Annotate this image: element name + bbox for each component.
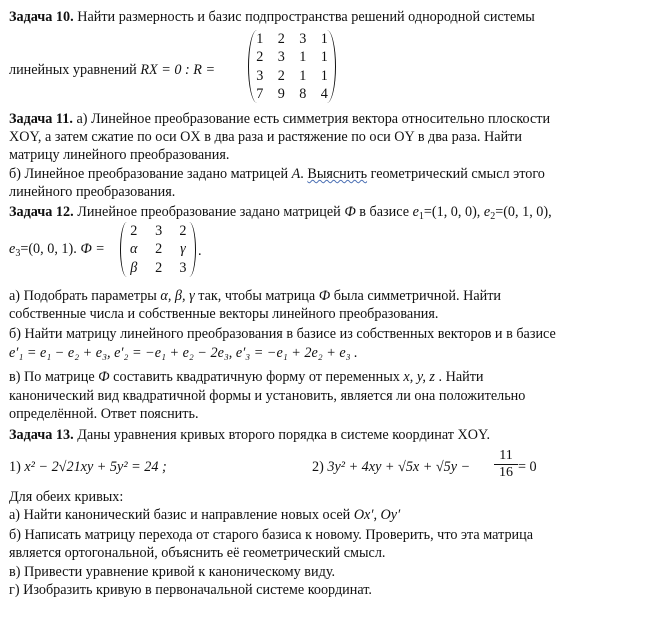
task12-a-line1 [9, 287, 501, 305]
r-cell: 1 [299, 67, 307, 84]
basis-e2: e [483, 204, 491, 220]
r-cell: 3 [299, 31, 307, 48]
phi-cell: 2 [179, 223, 187, 240]
phi-cell: 3 [155, 223, 163, 240]
basis-e1-index: 1 [418, 211, 424, 222]
basis-e3: e [9, 241, 16, 257]
phi-cell: 2 [130, 223, 138, 240]
r-cell: 1 [320, 49, 328, 66]
phi-cell: 2 [155, 241, 163, 258]
task13-a-text: а) Найти канонический базис и направление новых осей [9, 507, 354, 523]
eq2-number: 2) [312, 459, 328, 475]
new-axes: Ox′, Oy′ [353, 507, 401, 523]
eq1-formula: x² − 2√21xy + 5y² = 24 ; [24, 459, 167, 475]
eq2-rhs: = 0 [518, 459, 537, 475]
r-cell: 9 [277, 86, 285, 103]
task12-c-line2: канонический вид квадратичной формы и установить, является ли она положительно [9, 388, 526, 404]
task12-label: Задача 12. [9, 204, 74, 220]
phi-symbol: Ф [98, 369, 110, 385]
basis-e1-value: =(1, 0, 0), [423, 204, 484, 220]
task12-c-text3: . Найти [434, 369, 484, 385]
basis-e2-index: 2 [490, 211, 496, 222]
r-cell: 7 [256, 86, 264, 103]
task13-b-line2: является ортогональной, объяснить её геометрический смысл. [9, 545, 386, 561]
fraction-denominator: 16 [499, 465, 513, 480]
task12-a-text: а) Подобрать параметры [9, 288, 161, 304]
task11-label: Задача 11. [9, 111, 73, 127]
fraction-numerator: 11 [494, 448, 518, 465]
r-cell: 1 [320, 67, 328, 84]
phi-cell: γ [180, 241, 186, 258]
task11-text1: а) Линейное преобразование есть симметрия вектора относительно плоскости [72, 111, 551, 127]
phi-cell: α [130, 241, 138, 258]
r-cell: 1 [299, 49, 307, 66]
task12-c-text2: составить квадратичную форму от переменных [109, 369, 404, 385]
task10-label: Задача 10. [9, 9, 74, 25]
phi-cell: 2 [155, 259, 163, 276]
phi-symbol: Ф [344, 204, 356, 220]
task12-text1b: в базисе [355, 204, 413, 220]
task13-both: Для обеих кривых: [9, 489, 124, 505]
r-cell: 8 [299, 86, 307, 103]
r-cell: 1 [256, 31, 264, 48]
task13-text1: Даны уравнения кривых второго порядка в системе координат XOY. [73, 427, 490, 443]
curve-equation-1 [9, 458, 167, 476]
task13-c: в) Привести уравнение кривой к каноническому виду. [9, 564, 336, 580]
r-cell: 1 [320, 31, 328, 48]
curve-equation-2 [312, 458, 470, 476]
params: α, β, γ [160, 288, 195, 304]
r-cell: 2 [256, 49, 264, 66]
task12-a-line2: собственные числа и собственные векторы линейного преобразования. [9, 306, 439, 322]
matrix-A-symbol: A [291, 166, 301, 182]
task13-label: Задача 13. [9, 427, 74, 443]
task12-b-formula: e′₁ = e₁ − e₂ + e₃, e′₂ = −e₁ + e₂ − 2e₃, e′₃ = −e₁ + 2e₂ + e₃ . [9, 345, 358, 361]
eq1-number: 1) [9, 459, 25, 475]
task11-line4 [9, 165, 545, 183]
r-cell: 2 [277, 67, 285, 84]
task12-matrix-phi [120, 222, 196, 277]
basis-e3-index: 3 [15, 248, 21, 259]
task13-b-line1: б) Написать матрицу перехода от старого базиса к новому. Проверить, что эта матрица [9, 527, 534, 543]
task12-b-line1: б) Найти матрицу линейного преобразования в базисе из собственных векторов и в базисе [9, 326, 556, 342]
task10-text1: Найти размерность и базис подпространства решений однородной системы [73, 9, 535, 25]
fraction-11-16 [494, 448, 518, 481]
basis-e2-value: =(0, 1, 0), [495, 204, 552, 220]
phi-cell: 3 [179, 259, 187, 276]
task10-text2: линейных уравнений [9, 62, 141, 78]
task11-text4c: . [300, 166, 308, 182]
task12-line1 [9, 203, 552, 221]
task11-line1 [9, 110, 550, 128]
eq2-formula: 3y² + 4xy + √5x + √5y − [327, 459, 471, 475]
task11-text4a: б) Линейное преобразование задано матрицей [9, 166, 292, 182]
phi-equation: Ф = [80, 241, 105, 257]
task12-c-line3: определённой. Ответ пояснить. [9, 406, 199, 422]
task12-line2 [9, 240, 105, 258]
variables: x, y, z [403, 369, 435, 385]
task11-line3: матрицу линейного преобразования. [9, 147, 230, 163]
task11-line5: линейного преобразования. [9, 184, 176, 200]
task13-d: г) Изобразить кривую в первоначальной системе координат. [9, 582, 372, 598]
r-cell: 3 [256, 67, 264, 84]
phi-symbol: Ф [318, 288, 331, 304]
basis-e3-value: =(0, 0, 1). [20, 241, 81, 257]
task11-text4e: геометрический смысл этого [367, 166, 545, 182]
r-cell: 2 [277, 31, 285, 48]
basis-e1: e [412, 204, 419, 220]
task13-line1 [9, 426, 490, 444]
task10-line2 [9, 61, 215, 79]
task11-line2: XOY, а затем сжатие по оси OX в два раза и растяжение по оси OY в два раза. Найти [9, 129, 522, 145]
task13-a [9, 506, 400, 524]
task12-c-line1 [9, 368, 484, 386]
phi-cell: β [130, 259, 138, 276]
matrix-period: . [198, 243, 202, 259]
task12-c-text: в) По матрице [9, 369, 99, 385]
task10-matrix-R [248, 30, 336, 103]
r-cell: 4 [320, 86, 328, 103]
task10-line1 [9, 8, 535, 26]
task10-equation: RX = 0 : R = [140, 62, 216, 78]
spellcheck-word: Выяснить [307, 166, 368, 182]
task12-a-text2: так, чтобы матрица [194, 288, 319, 304]
task12-a-text3: была симметричной. Найти [330, 288, 502, 304]
r-cell: 3 [277, 49, 285, 66]
task12-text1a: Линейное преобразование задано матрицей [73, 204, 345, 220]
